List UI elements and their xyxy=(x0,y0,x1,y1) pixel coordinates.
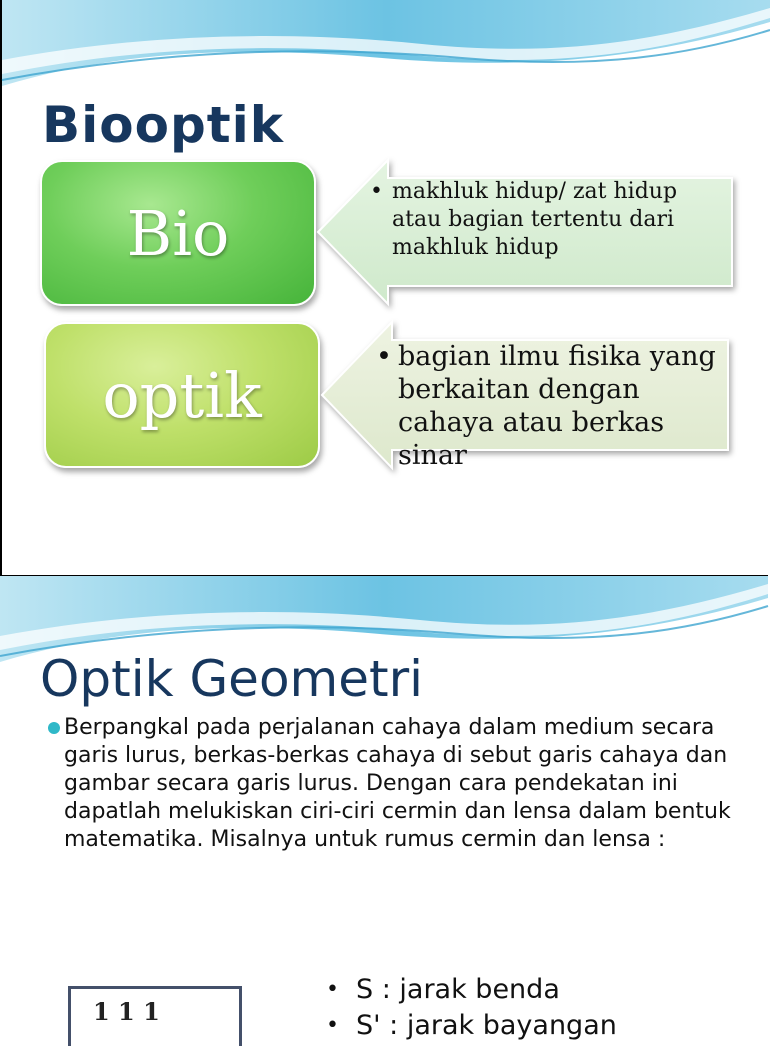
slide-title: Biooptik xyxy=(42,96,285,154)
bullet-icon xyxy=(48,722,60,734)
bio-definition-list xyxy=(368,178,728,262)
formula-partial: 1 1 1 xyxy=(93,997,160,1026)
slide-title: Optik Geometri xyxy=(40,650,424,708)
body-paragraph: Berpangkal pada perjalanan cahaya dalam medium secara garis lurus, berkas-berkas cahaya di sebut garis cahaya dan gambar secara garis lurus. Dengan cara pendekatan ini dapatlah melukiskan ciri-ciri cermin dan lensa dalam bentuk matematika. Misalnya untuk rumus cermin dan lensa : xyxy=(64,715,731,852)
header-wave-decoration xyxy=(2,0,770,90)
optik-box xyxy=(44,322,320,468)
slide-optik-geometri xyxy=(0,576,768,1041)
bio-label: Bio xyxy=(126,196,230,270)
legend-item: • S' : jarak bayangan xyxy=(326,1008,617,1044)
formula-box xyxy=(68,986,242,1046)
bio-definition: • makhluk hidup/ zat hidup atau bagian tertentu dari makhluk hidup xyxy=(368,178,728,262)
optik-definition: • bagian ilmu fisika yang berkaitan dengan cahaya atau berkas sinar xyxy=(374,340,734,472)
formula-legend xyxy=(326,972,617,1044)
bio-box xyxy=(40,160,316,306)
optik-label: optik xyxy=(102,358,262,432)
legend-item: • S : jarak benda xyxy=(326,972,617,1008)
optik-definition-list xyxy=(374,340,734,472)
